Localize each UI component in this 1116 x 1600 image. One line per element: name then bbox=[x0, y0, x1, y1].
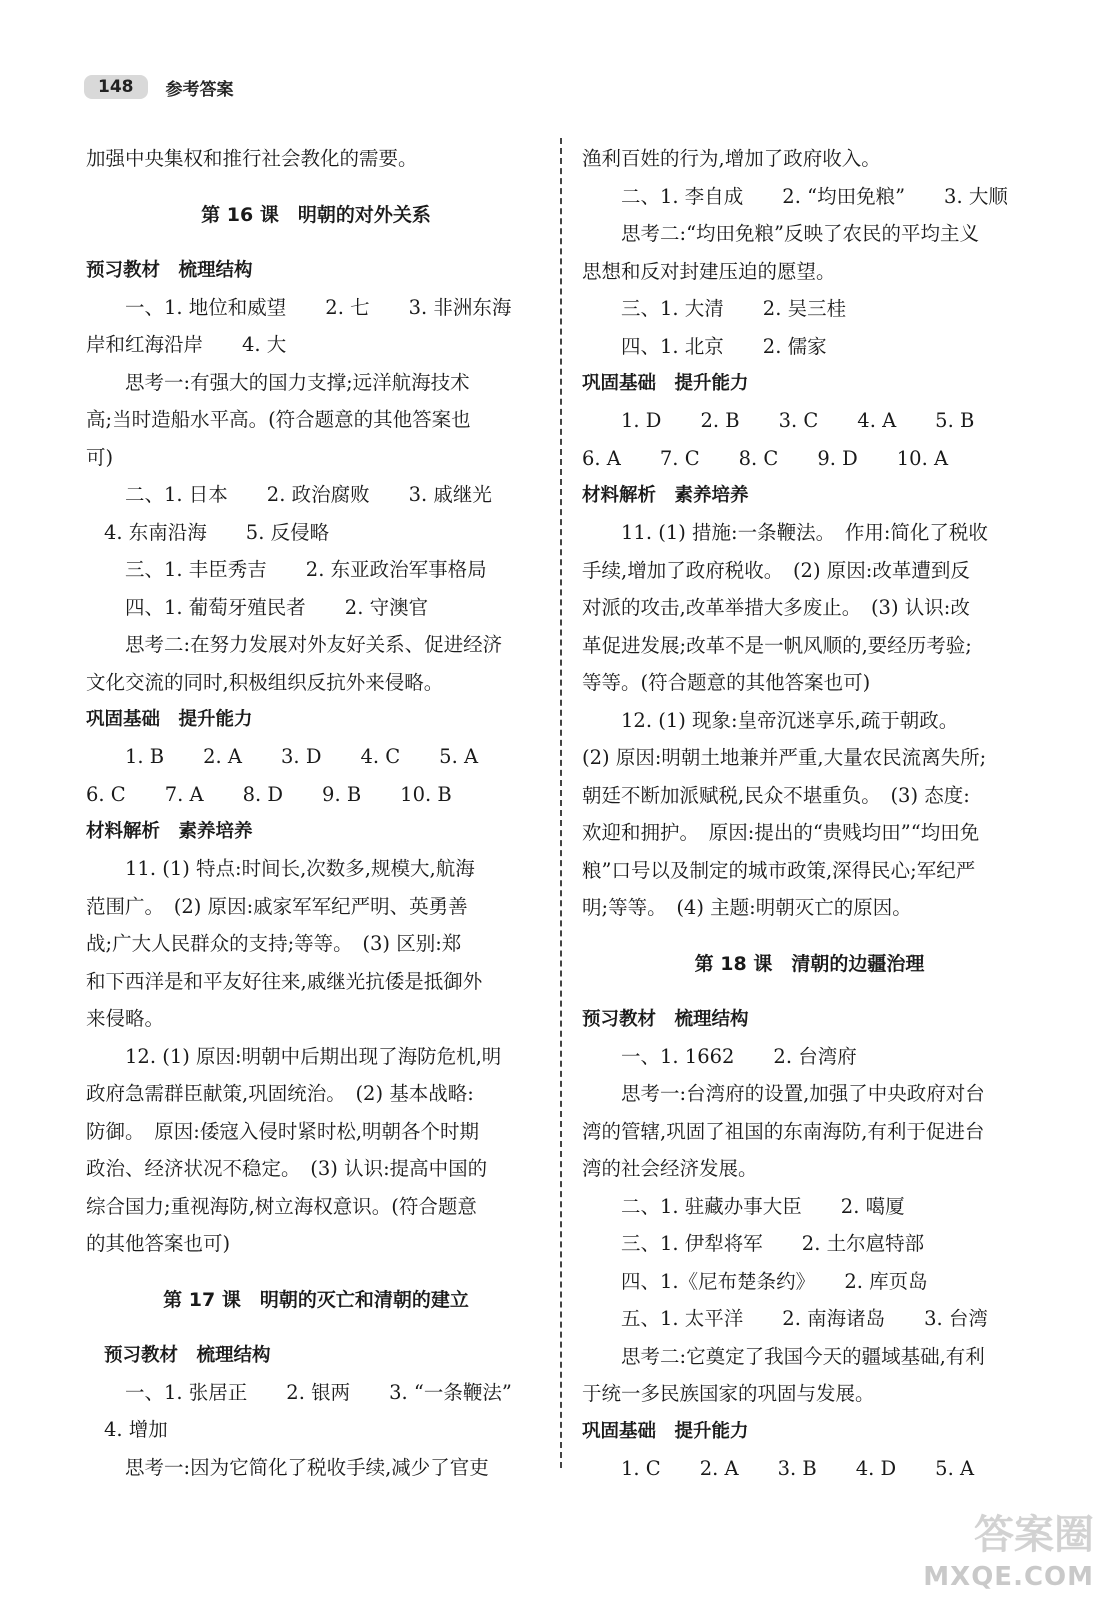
column-divider bbox=[560, 138, 562, 1468]
answer-line: 4. 东南沿海 5. 反侵略 bbox=[104, 520, 330, 544]
right-column bbox=[582, 140, 1037, 1487]
lesson-16-title: 第 16 课 明朝的对外关系 bbox=[201, 203, 431, 226]
analysis-line: 政府急需群臣献策,巩固统治。 (2) 基本战略: bbox=[86, 1082, 474, 1105]
analysis-line: 手续,增加了政府税收。 (2) 原因:改革遭到反 bbox=[582, 558, 970, 582]
watermark-url: MXQE.COM bbox=[923, 1562, 1094, 1592]
analysis-line: 对派的攻击,改革举措大多废止。 (3) 认识:改 bbox=[582, 596, 970, 619]
analysis-line: 的其他答案也可) bbox=[86, 1232, 231, 1255]
analysis-line: 明;等等。 (4) 主题:明朝灭亡的原因。 bbox=[582, 896, 912, 919]
answer-line: 五、1. 太平洋 2. 南海诸岛 3. 台湾 bbox=[621, 1307, 988, 1330]
page-number: 148 bbox=[84, 75, 148, 99]
analysis-line: 来侵略。 bbox=[86, 1007, 165, 1030]
answer-line: 三、1. 丰臣秀吉 2. 东亚政治军事格局 bbox=[125, 558, 487, 581]
analysis-line: 欢迎和拥护。 原因:提出的“贵贱均田”“均田免 bbox=[582, 821, 980, 844]
analysis-line: (2) 原因:明朝土地兼并严重,大量农民流离失所; bbox=[582, 746, 987, 769]
analysis-line: 朝廷不断加派赋税,民众不堪重负。 (3) 态度: bbox=[582, 783, 970, 807]
analysis-line: 11. (1) 特点:时间长,次数多,规模大,航海 bbox=[125, 857, 475, 880]
think-line: 思考一:有强大的国力支撑;远洋航海技术 bbox=[125, 370, 470, 394]
section-heading: 材料解析 素养培养 bbox=[582, 485, 749, 506]
analysis-line: 11. (1) 措施:一条鞭法。 作用:简化了税收 bbox=[621, 521, 988, 544]
watermark-logo: 答案圈 bbox=[974, 1512, 1094, 1558]
analysis-line: 防御。 原因:倭寇入侵时紧时松,明朝各个时期 bbox=[86, 1119, 480, 1143]
think-line: 思考二:“均田免粮”反映了农民的平均主义 bbox=[621, 222, 980, 245]
answer-line: 岸和红海沿岸 4. 大 bbox=[86, 333, 287, 356]
choice-answers: 1. B 2. A 3. D 4. C 5. A bbox=[125, 745, 479, 768]
analysis-line: 范围广。 (2) 原因:戚家军军纪严明、英勇善 bbox=[86, 894, 468, 918]
think-line: 思考二:在努力发展对外友好关系、促进经济 bbox=[125, 633, 503, 656]
section-heading: 巩固基础 提升能力 bbox=[582, 373, 749, 394]
answer-line: 四、1. 北京 2. 儒家 bbox=[621, 334, 827, 358]
think-line: 思考一:台湾府的设置,加强了中央政府对台 bbox=[621, 1082, 985, 1105]
choice-answers: 6. A 7. C 8. C 9. D 10. A bbox=[582, 446, 949, 470]
choice-answers: 1. C 2. A 3. B 4. D 5. A bbox=[621, 1456, 975, 1480]
answer-line: 一、1. 1662 2. 台湾府 bbox=[621, 1044, 857, 1068]
choice-answers: 1. D 2. B 3. C 4. A 5. B bbox=[621, 409, 975, 432]
section-heading: 巩固基础 提升能力 bbox=[86, 709, 253, 730]
answer-line: 一、1. 地位和威望 2. 七 3. 非洲东海 bbox=[125, 295, 512, 319]
answer-line: 三、1. 大清 2. 吴三桂 bbox=[621, 297, 847, 320]
analysis-line: 战;广大人民群众的支持;等等。 (3) 区别:郑 bbox=[86, 932, 462, 955]
choice-answers: 6. C 7. A 8. D 9. B 10. B bbox=[86, 782, 452, 806]
think-line: 于统一多民族国家的巩固与发展。 bbox=[582, 1382, 875, 1405]
analysis-line: 12. (1) 现象:皇帝沉迷享乐,疏于朝政。 bbox=[621, 708, 959, 732]
think-line: 文化交流的同时,积极组织反抗外来侵略。 bbox=[86, 670, 444, 694]
text-line: 加强中央集权和推行社会教化的需要。 bbox=[86, 147, 418, 170]
left-column bbox=[86, 140, 546, 1486]
answer-line: 4. 增加 bbox=[104, 1418, 168, 1441]
text-line: 渔利百姓的行为,增加了政府收入。 bbox=[582, 147, 881, 170]
answer-line: 四、1.《尼布楚条约》 2. 库页岛 bbox=[621, 1269, 928, 1293]
think-line: 思考二:它奠定了我国今天的疆域基础,有利 bbox=[621, 1344, 985, 1368]
think-line: 思想和反对封建压迫的愿望。 bbox=[582, 259, 836, 283]
section-heading: 预习教材 梳理结构 bbox=[104, 1344, 271, 1366]
analysis-line: 革促进发展;改革不是一帆风顺的,要经历考验; bbox=[582, 633, 972, 657]
section-heading: 预习教材 梳理结构 bbox=[582, 1008, 749, 1030]
think-line: 思考一:因为它简化了税收手续,减少了官吏 bbox=[125, 1455, 489, 1479]
header-title: 参考答案 bbox=[165, 79, 234, 100]
think-line: 湾的社会经济发展。 bbox=[582, 1157, 758, 1180]
think-line: 高;当时造船水平高。(符合题意的其他答案也 bbox=[86, 408, 471, 431]
analysis-line: 政治、经济状况不稳定。 (3) 认识:提高中国的 bbox=[86, 1157, 488, 1180]
section-heading: 材料解析 素养培养 bbox=[86, 821, 253, 842]
answer-line: 一、1. 张居正 2. 银两 3. “一条鞭法” bbox=[125, 1380, 512, 1404]
section-heading: 预习教材 梳理结构 bbox=[86, 259, 253, 281]
section-heading: 巩固基础 提升能力 bbox=[582, 1420, 749, 1442]
answer-line: 二、1. 日本 2. 政治腐败 3. 戚继光 bbox=[125, 483, 492, 506]
answer-line: 二、1. 李自成 2. “均田免粮” 3. 大顺 bbox=[621, 184, 1008, 208]
answer-line: 二、1. 驻藏办事大臣 2. 噶厦 bbox=[621, 1194, 905, 1218]
lesson-18-title: 第 18 课 清朝的边疆治理 bbox=[694, 952, 925, 975]
lesson-17-title: 第 17 课 明朝的灭亡和清朝的建立 bbox=[163, 1288, 469, 1311]
analysis-line: 综合国力;重视海防,树立海权意识。(符合题意 bbox=[86, 1194, 477, 1218]
analysis-line: 等等。(符合题意的其他答案也可) bbox=[582, 671, 871, 694]
think-line: 可) bbox=[86, 445, 114, 469]
page-header bbox=[84, 70, 234, 104]
think-line: 湾的管辖,巩固了祖国的东南海防,有利于促进台 bbox=[582, 1119, 985, 1143]
answer-line: 三、1. 伊犁将军 2. 土尔扈特部 bbox=[621, 1232, 925, 1255]
analysis-line: 和下西洋是和平友好往来,戚继光抗倭是抵御外 bbox=[86, 969, 483, 993]
answer-line: 四、1. 葡萄牙殖民者 2. 守澳官 bbox=[125, 595, 429, 619]
analysis-line: 粮”口号以及制定的城市政策,深得民心;军纪严 bbox=[582, 858, 976, 882]
analysis-line: 12. (1) 原因:明朝中后期出现了海防危机,明 bbox=[125, 1044, 502, 1068]
